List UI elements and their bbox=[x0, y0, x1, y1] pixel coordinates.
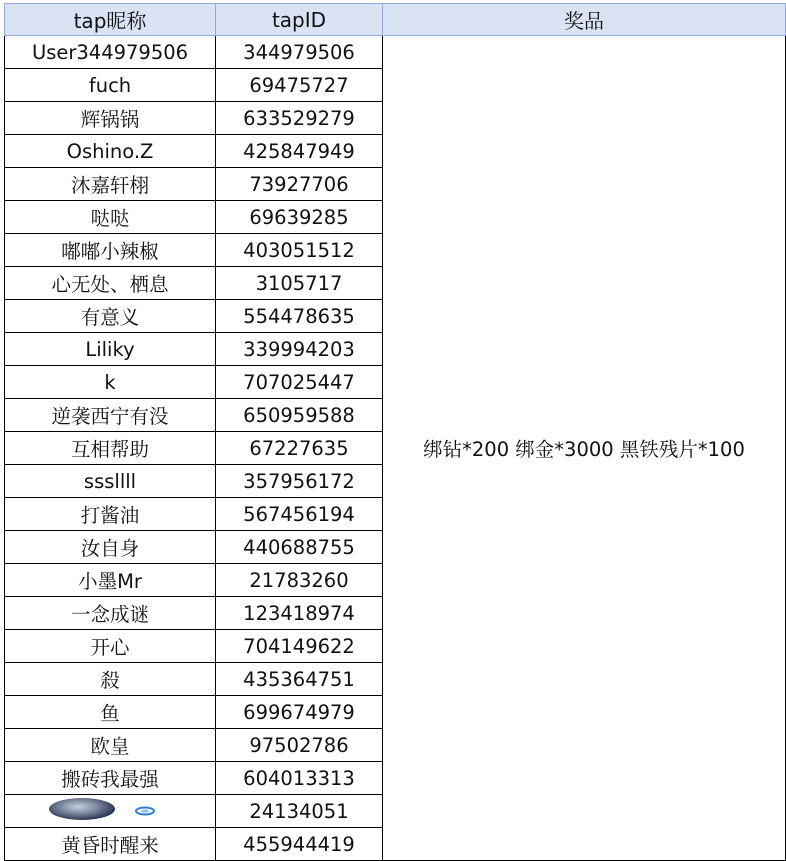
nickname-cell[interactable]: 辉锅锅 bbox=[5, 102, 216, 135]
tapid-cell[interactable]: 455944419 bbox=[216, 828, 383, 861]
nickname-cell[interactable]: User344979506 bbox=[5, 36, 216, 69]
nickname-cell[interactable]: 互相帮助 bbox=[5, 432, 216, 465]
header-row bbox=[5, 4, 786, 36]
tapid-cell[interactable]: 97502786 bbox=[216, 729, 383, 762]
spreadsheet bbox=[4, 3, 785, 857]
tapid-cell[interactable]: 650959588 bbox=[216, 399, 383, 432]
tapid-cell[interactable]: 344979506 bbox=[216, 36, 383, 69]
avatar-image bbox=[49, 798, 115, 820]
tapid-cell[interactable]: 73927706 bbox=[216, 168, 383, 201]
tapid-cell[interactable]: 699674979 bbox=[216, 696, 383, 729]
nickname-cell-image[interactable] bbox=[5, 795, 216, 828]
embedded-image bbox=[5, 795, 215, 827]
tapid-cell[interactable]: 633529279 bbox=[216, 102, 383, 135]
tapid-cell[interactable]: 339994203 bbox=[216, 333, 383, 366]
reward-table bbox=[4, 3, 786, 861]
tapid-cell[interactable]: 69475727 bbox=[216, 69, 383, 102]
header-tapid[interactable]: tapID bbox=[216, 4, 383, 36]
tapid-cell[interactable]: 24134051 bbox=[216, 795, 383, 828]
nickname-cell[interactable]: 汝自身 bbox=[5, 531, 216, 564]
nickname-cell[interactable]: fuch bbox=[5, 69, 216, 102]
swirl-icon bbox=[134, 805, 156, 817]
tapid-cell[interactable]: 67227635 bbox=[216, 432, 383, 465]
nickname-cell[interactable]: 一念成谜 bbox=[5, 597, 216, 630]
tapid-cell[interactable]: 704149622 bbox=[216, 630, 383, 663]
tapid-cell[interactable]: 707025447 bbox=[216, 366, 383, 399]
nickname-cell[interactable]: 黄昏时醒来 bbox=[5, 828, 216, 861]
tapid-cell[interactable]: 440688755 bbox=[216, 531, 383, 564]
tapid-cell[interactable]: 357956172 bbox=[216, 465, 383, 498]
nickname-cell[interactable]: 搬砖我最强 bbox=[5, 762, 216, 795]
nickname-cell[interactable]: 殺 bbox=[5, 663, 216, 696]
table-row bbox=[5, 36, 786, 69]
nickname-cell[interactable]: 心无处、栖息 bbox=[5, 267, 216, 300]
nickname-cell[interactable]: 有意义 bbox=[5, 300, 216, 333]
tapid-cell[interactable]: 554478635 bbox=[216, 300, 383, 333]
nickname-cell[interactable]: Liliky bbox=[5, 333, 216, 366]
tapid-cell[interactable]: 403051512 bbox=[216, 234, 383, 267]
nickname-cell[interactable]: 嘟嘟小辣椒 bbox=[5, 234, 216, 267]
nickname-cell[interactable]: 鱼 bbox=[5, 696, 216, 729]
nickname-cell[interactable]: 开心 bbox=[5, 630, 216, 663]
tapid-cell[interactable]: 3105717 bbox=[216, 267, 383, 300]
header-nickname[interactable]: tap昵称 bbox=[5, 4, 216, 36]
nickname-cell[interactable]: 小墨Mr bbox=[5, 564, 216, 597]
nickname-cell[interactable]: 哒哒 bbox=[5, 201, 216, 234]
tapid-cell[interactable]: 21783260 bbox=[216, 564, 383, 597]
tapid-cell[interactable]: 604013313 bbox=[216, 762, 383, 795]
tapid-cell[interactable]: 69639285 bbox=[216, 201, 383, 234]
tapid-cell[interactable]: 425847949 bbox=[216, 135, 383, 168]
nickname-cell[interactable]: 沐嘉轩栩 bbox=[5, 168, 216, 201]
tapid-cell[interactable]: 567456194 bbox=[216, 498, 383, 531]
nickname-cell[interactable]: k bbox=[5, 366, 216, 399]
nickname-cell[interactable]: 欧皇 bbox=[5, 729, 216, 762]
nickname-cell[interactable]: 打酱油 bbox=[5, 498, 216, 531]
tapid-cell[interactable]: 435364751 bbox=[216, 663, 383, 696]
tapid-cell[interactable]: 123418974 bbox=[216, 597, 383, 630]
prize-cell[interactable]: 绑钻*200 绑金*3000 黑铁残片*100 bbox=[383, 36, 786, 861]
header-prize[interactable]: 奖品 bbox=[383, 4, 786, 36]
nickname-cell[interactable]: sssllll bbox=[5, 465, 216, 498]
nickname-cell[interactable]: 逆袭西宁有没 bbox=[5, 399, 216, 432]
nickname-cell[interactable]: Oshino.Z bbox=[5, 135, 216, 168]
